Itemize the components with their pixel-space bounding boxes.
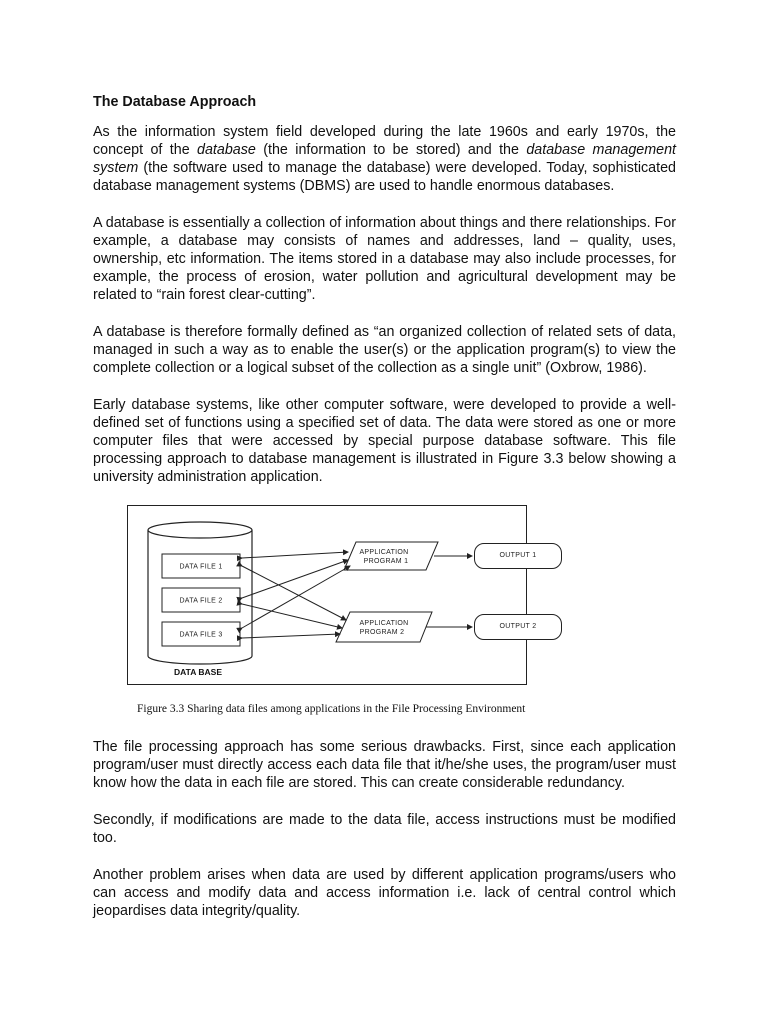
data-file-3 bbox=[162, 622, 240, 646]
paragraph-5: The file processing approach has some serious drawbacks. First, since each application program/user must directly access each data file that it/he/she uses, the program/user must know how the data in each file are stored. This can create considerable redundancy. bbox=[93, 739, 676, 791]
figure-diagram bbox=[127, 505, 537, 685]
paragraph-7: Another problem arises when data are used by different application programs/users who can access and modify data and access information i.e. lack of central control which jeopardises data integrity/quality. bbox=[93, 867, 676, 919]
program-1-label-line2: PROGRAM 1 bbox=[363, 558, 409, 565]
figure-caption: Figure 3.3 Sharing data files among applications in the File Processing Environment bbox=[137, 703, 526, 715]
data-file-1 bbox=[162, 554, 240, 578]
program-2-label-line2: PROGRAM 2 bbox=[359, 629, 405, 636]
paragraph-1-text-c: (the software used to manage the database) were developed. Today, sophisticated database management systems (DBMS) are used to handle enormous databases. bbox=[93, 160, 676, 194]
paragraph-1 bbox=[93, 123, 676, 195]
paragraph-1-text-a: As the information system field developed during the late 1960s and early 1970s, the concept of the bbox=[93, 124, 676, 158]
paragraph-2: A database is essentially a collection of information about things and there relationships. For example, a database may consists of names and addresses, land – quality, uses, ownership, etc information. The items stored in a database may also include processes, for example, the process of erosion, water pollution and agricultural development may be related to “rain forest clear-cutting”. bbox=[93, 215, 676, 303]
program-1-label-line1: APPLICATION bbox=[359, 549, 409, 556]
data-file-2-label: DATA FILE 2 bbox=[179, 597, 223, 605]
program-2-label-line1: APPLICATION bbox=[359, 620, 409, 627]
document-page bbox=[93, 90, 676, 939]
output-1-label: OUTPUT 1 bbox=[499, 552, 537, 559]
paragraph-1-italic-database: database bbox=[197, 142, 256, 158]
paragraph-1-italic-dbms: database management system bbox=[93, 142, 677, 176]
application-program-2 bbox=[336, 612, 432, 642]
paragraph-4: Early database systems, like other computer software, were developed to provide a well-defined set of functions using a specified set of data. The data were stored as one or more computer files that were accessed by special purpose database software. This file processing approach to database management is illustrated in Figure 3.3 below showing a university administration application. bbox=[93, 397, 676, 485]
paragraph-1-text-b: (the information to be stored) and the bbox=[255, 142, 527, 158]
output-2-label: OUTPUT 2 bbox=[499, 623, 537, 630]
file-processing-diagram bbox=[128, 506, 526, 684]
section-heading: The Database Approach bbox=[93, 94, 257, 110]
database-label: DATA BASE bbox=[174, 667, 223, 677]
data-file-2 bbox=[162, 588, 240, 612]
paragraph-6: Secondly, if modifications are made to the data file, access instructions must be modified too. bbox=[93, 812, 676, 846]
data-file-3-label: DATA FILE 3 bbox=[179, 631, 223, 639]
data-file-1-label: DATA FILE 1 bbox=[179, 563, 223, 571]
application-program-1 bbox=[344, 542, 438, 570]
paragraph-3: A database is therefore formally defined as “an organized collection of related sets of data, managed in such a way as to enable the user(s) or the application program(s) to view the complete collection or a logical subset of the collection as a single unit” (Oxbrow, 1986). bbox=[93, 324, 676, 376]
